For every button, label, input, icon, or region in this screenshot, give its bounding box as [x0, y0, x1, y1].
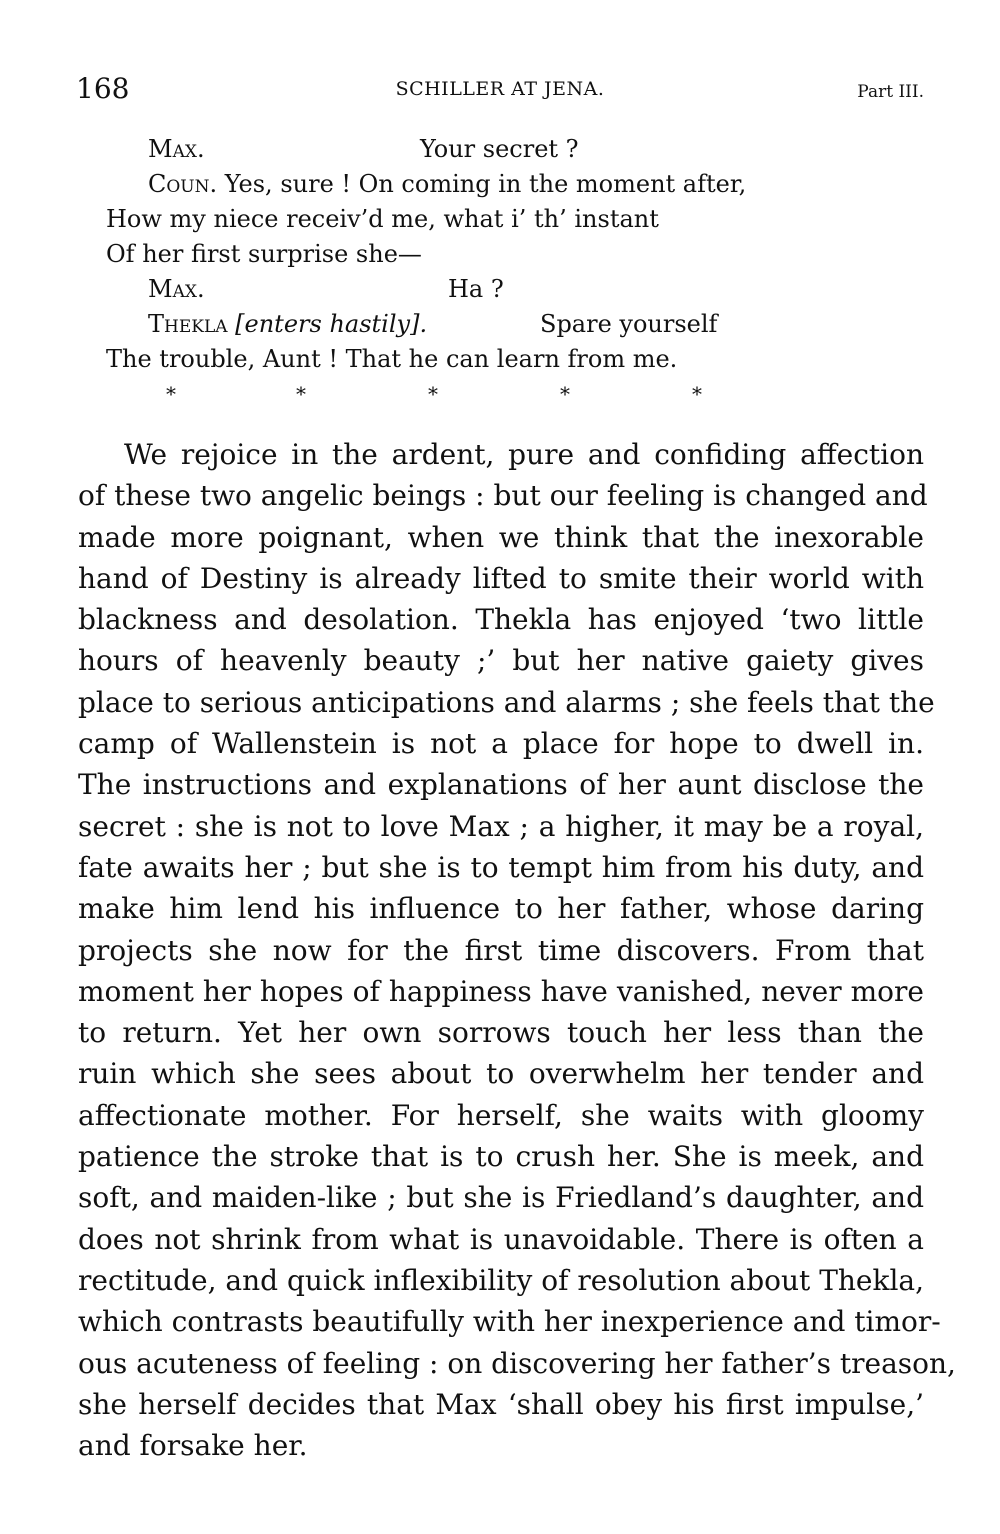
verse-text: Yes, sure ! On coming in the moment after, [224, 170, 747, 198]
prose-line: soft, and maiden-like ; but she is Friedland’s daughter, and [78, 1181, 924, 1215]
verse-line [0, 132, 1000, 167]
star: * [692, 382, 702, 406]
speaker-name: Coun. [148, 170, 218, 198]
page-number: 168 [76, 72, 130, 105]
prose-line: affectionate mother. For herself, she waits with gloomy [78, 1098, 924, 1132]
prose-line: ous acuteness of feeling : on discovering her father’s treason, [78, 1346, 956, 1380]
verse-line [0, 342, 1000, 377]
prose-line: which contrasts beautifully with her inexperience and timor- [78, 1305, 941, 1339]
verse-line [0, 272, 1000, 307]
speaker-name: Max. [148, 135, 205, 163]
prose-line: fate awaits her ; but she is to tempt him from his duty, and [78, 850, 924, 884]
verse-text: The trouble, Aunt ! That he can learn from me. [106, 345, 678, 373]
speaker-name: Thekla [148, 310, 228, 338]
verse-text: Spare yourself [540, 310, 718, 338]
verse-line [0, 237, 1000, 272]
part-label: Part III. [857, 82, 924, 102]
star: * [428, 382, 438, 406]
page-header [0, 72, 1000, 108]
verse-text: Of her first surprise she— [106, 240, 422, 268]
prose-line: camp of Wallenstein is not a place for hope to dwell in. [78, 727, 924, 761]
star: * [560, 382, 570, 406]
prose-line: rectitude, and quick inflexibility of resolution about Thekla, [78, 1263, 924, 1297]
verse-excerpt [0, 132, 1000, 412]
ellipsis-stars [0, 377, 1000, 412]
verse-line [0, 202, 1000, 237]
prose-line: make him lend his influence to her father, whose daring [78, 892, 924, 926]
prose-line: she herself decides that Max ‘shall obey his first impulse,’ [78, 1387, 924, 1421]
verse-line [0, 307, 1000, 342]
prose-line: hours of heavenly beauty ;’ but her native gaiety gives [78, 644, 924, 678]
speaker-name: Max. [148, 275, 205, 303]
prose-line: projects she now for the first time discovers. From that [78, 933, 924, 967]
prose-line: hand of Destiny is already lifted to smite their world with [78, 561, 924, 595]
verse-text: How my niece receiv’d me, what i’ th’ instant [106, 205, 659, 233]
prose-line: to return. Yet her own sorrows touch her less than the [78, 1016, 924, 1050]
prose-line: moment her hopes of happiness have vanished, never more [78, 974, 924, 1008]
prose-line: ruin which she sees about to overwhelm her tender and [78, 1057, 924, 1091]
prose-line: patience the stroke that is to crush her. She is meek, and [78, 1140, 924, 1174]
prose-line: and forsake her. [78, 1429, 308, 1463]
prose-line: We rejoice in the ardent, pure and confiding affection [124, 438, 924, 471]
verse-text: Ha ? [448, 275, 504, 303]
prose-line: does not shrink from what is unavoidable. There is often a [78, 1222, 924, 1256]
star: * [296, 382, 306, 406]
stage-direction: [enters hastily]. [235, 310, 428, 338]
prose-line: made more poignant, when we think that the inexorable [78, 520, 924, 554]
prose-line: secret : she is not to love Max ; a higher, it may be a royal, [78, 809, 924, 843]
verse-text: Your secret ? [420, 135, 579, 163]
prose-line: The instructions and explanations of her aunt disclose the [78, 768, 924, 802]
prose-line: of these two angelic beings : but our feeling is changed and [78, 479, 928, 513]
verse-line [0, 167, 1000, 202]
prose-line: place to serious anticipations and alarms ; she feels that the [78, 685, 935, 719]
prose-line: blackness and desolation. Thekla has enjoyed ‘two little [78, 603, 924, 637]
prose-paragraph [78, 434, 956, 1466]
star: * [166, 382, 176, 406]
running-title: SCHILLER AT JENA. [395, 78, 605, 100]
